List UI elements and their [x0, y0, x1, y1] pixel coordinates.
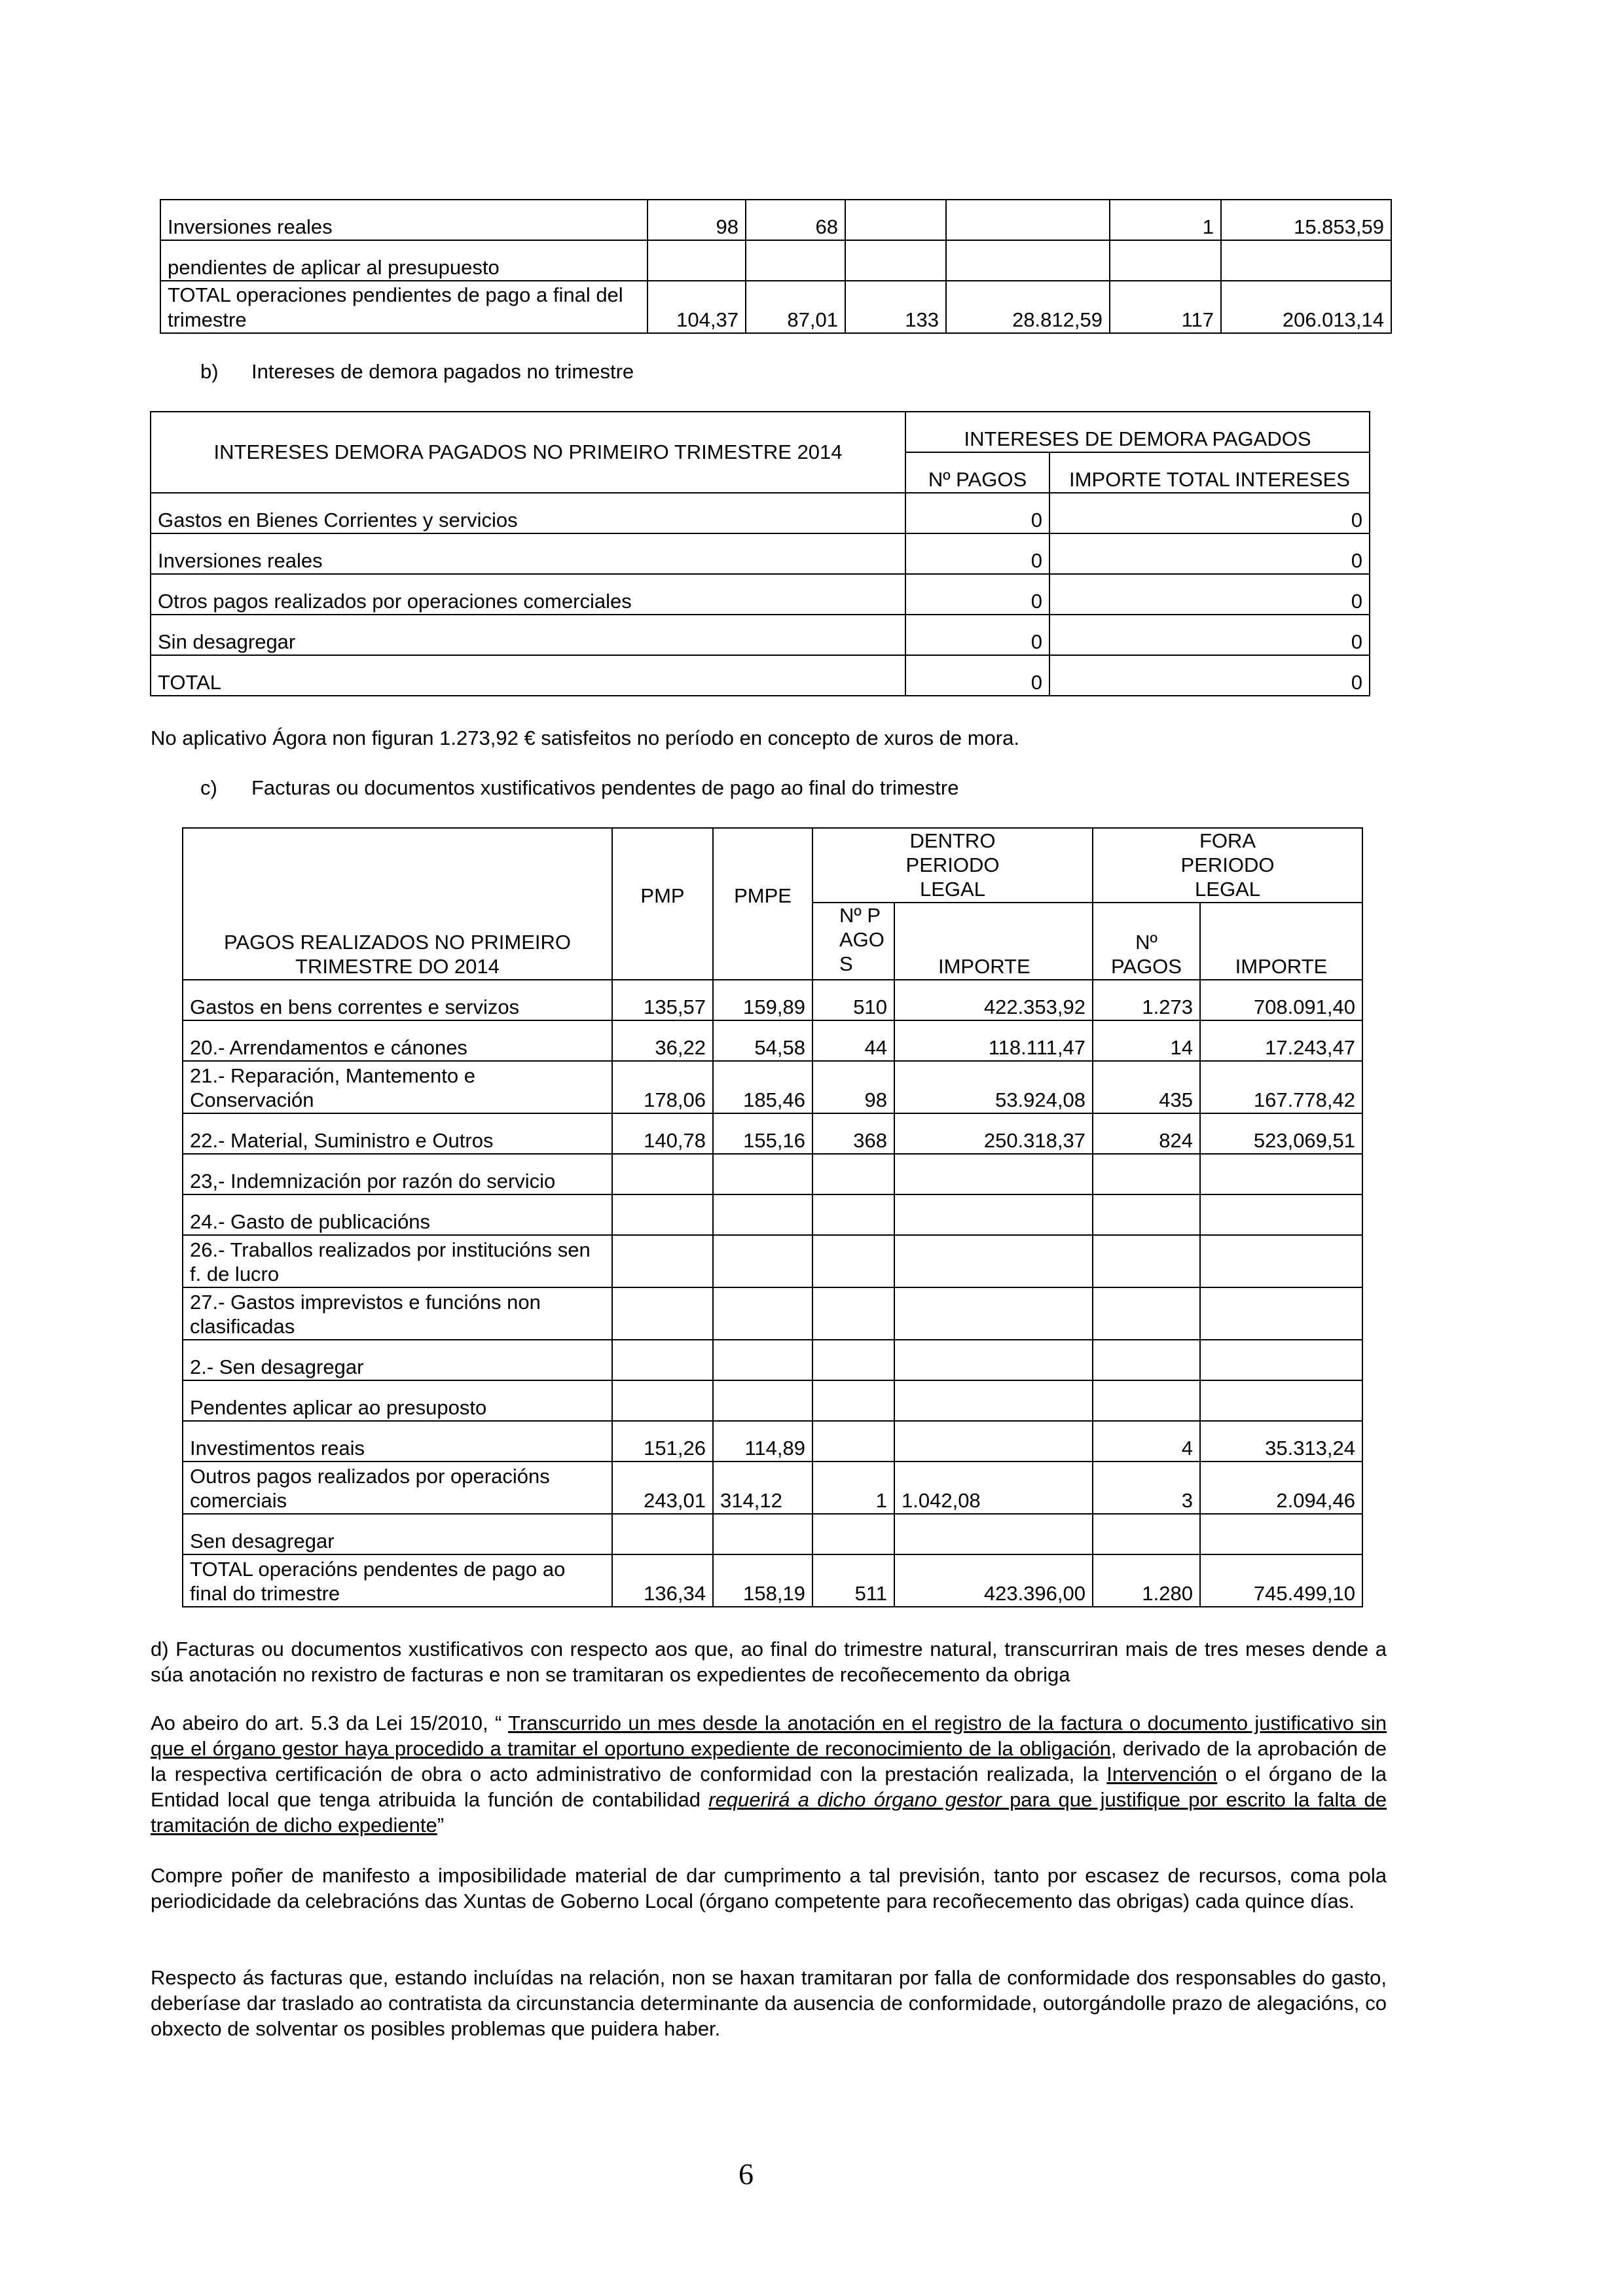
table-corner-header: INTERESES DEMORA PAGADOS NO PRIMEIRO TRIMESTRE 2014 — [151, 412, 905, 493]
table-cell: 314,12 — [713, 1462, 812, 1514]
table-cell — [713, 1235, 812, 1287]
table-cell: 250.318,37 — [894, 1113, 1093, 1154]
table-cell — [894, 1421, 1093, 1462]
table-cell — [612, 1194, 713, 1235]
table-cell: 708.091,40 — [1200, 980, 1362, 1020]
table-row — [183, 1514, 1362, 1554]
group-header-fora: FORA PERIODO LEGAL — [1093, 828, 1362, 903]
table-cell: 745.499,10 — [1200, 1554, 1362, 1607]
table-cell: 15.853,59 — [1221, 200, 1391, 240]
table-cell: 2.094,46 — [1200, 1462, 1362, 1514]
column-header-pmpe: PMPE — [713, 828, 812, 980]
table-row — [151, 533, 1370, 574]
table-cell — [713, 1380, 812, 1421]
table-cell: 185,46 — [713, 1061, 812, 1113]
table-cell: 135,57 — [612, 980, 713, 1020]
table-corner-header: PAGOS REALIZADOS NO PRIMEIRO TRIMESTRE DO 2014 — [183, 828, 612, 980]
paragraph-respecto: Respecto ás facturas que, estando incluídas na relación, non se haxan tramitaran por falla de conformidade dos responsables do gasto, deberíase dar traslado ao contratista da circunstancia determinante da ausencia de conformidade, outorgándolle prazo de alegacións, co obxecto de solventar os posibles problemas que puidera haber. — [151, 1966, 1387, 2040]
section-c-heading: Facturas ou documentos xustificativos pendentes de pago ao final do trimestre — [251, 776, 959, 799]
section-b-marker: b) — [200, 360, 219, 383]
table-row — [183, 1020, 1362, 1061]
table-cell — [1200, 1287, 1362, 1340]
column-header-fora-importe: IMPORTE — [1200, 903, 1362, 980]
table-cell — [612, 1514, 713, 1554]
table-cell — [812, 1287, 894, 1340]
table-cell — [612, 1380, 713, 1421]
section-c-marker: c) — [200, 776, 217, 799]
table-row — [183, 1287, 1362, 1340]
table-cell: 26.- Traballos realizados por institucións sen f. de lucro — [183, 1235, 612, 1287]
table-cell: 35.313,24 — [1200, 1421, 1362, 1462]
table-cell — [894, 1287, 1093, 1340]
note-agora: No aplicativo Ágora non figuran 1.273,92 € satisfeitos no período en concepto de xuros de mora. — [151, 726, 1019, 749]
table-cell — [612, 1340, 713, 1380]
table-cell: 17.243,47 — [1200, 1020, 1362, 1061]
table-cell — [1093, 1235, 1200, 1287]
table-cell: 3 — [1093, 1462, 1200, 1514]
table-cell — [1093, 1194, 1200, 1235]
table-cell: 824 — [1093, 1113, 1200, 1154]
table-cell: 158,19 — [713, 1554, 812, 1607]
table-cell: 1.273 — [1093, 980, 1200, 1020]
table-cell: Pendentes aplicar ao presuposto — [183, 1380, 612, 1421]
table-cell: Sin desagregar — [151, 615, 905, 655]
law-text-underlined-italic: requerirá a dicho órgano gestor — [708, 1788, 1002, 1811]
table-cell — [1200, 1154, 1362, 1194]
table-cell: 422.353,92 — [894, 980, 1093, 1020]
table-row — [183, 1113, 1362, 1154]
table-cell: 1.280 — [1093, 1554, 1200, 1607]
table-cell: 523,069,51 — [1200, 1113, 1362, 1154]
table-cell: 23,- Indemnización por razón do servicio — [183, 1154, 612, 1194]
table-cell: 0 — [905, 655, 1049, 696]
table-cell — [1200, 1194, 1362, 1235]
table-header-row — [183, 828, 1362, 903]
table-cell: 0 — [1049, 655, 1370, 696]
table-cell — [1200, 1514, 1362, 1554]
table-cell: 0 — [1049, 615, 1370, 655]
table-cell: 44 — [812, 1020, 894, 1061]
table-row — [160, 200, 1391, 240]
law-text-underlined: Intervención — [1106, 1763, 1218, 1785]
table-cell — [1093, 1154, 1200, 1194]
table-cell: 511 — [812, 1554, 894, 1607]
table-cell: 151,26 — [612, 1421, 713, 1462]
table-cell: 0 — [905, 615, 1049, 655]
table-row — [183, 1194, 1362, 1235]
law-text: Ao abeiro do art. 5.3 da Lei 15/2010, “ — [151, 1712, 509, 1734]
table-row — [151, 655, 1370, 696]
table-cell: 53.924,08 — [894, 1061, 1093, 1113]
table-cell: 98 — [812, 1061, 894, 1113]
table-cell — [1200, 1235, 1362, 1287]
table-cell: 435 — [1093, 1061, 1200, 1113]
table-b — [150, 411, 1370, 696]
table-cell: 0 — [905, 574, 1049, 615]
table-cell: 27.- Gastos imprevistos e funcións non clasificadas — [183, 1287, 612, 1340]
table-cell — [612, 1235, 713, 1287]
table-cell — [713, 1340, 812, 1380]
table-cell: 87,01 — [746, 281, 845, 333]
table-cell: Outros pagos realizados por operacións comerciais — [183, 1462, 612, 1514]
table-cell — [894, 1194, 1093, 1235]
table-cell — [647, 240, 746, 281]
table-cell — [946, 240, 1110, 281]
table-cell: Gastos en Bienes Corrientes y servicios — [151, 493, 905, 533]
table-cell — [1200, 1380, 1362, 1421]
table-cell — [1093, 1514, 1200, 1554]
table-cell: 2.- Sen desagregar — [183, 1340, 612, 1380]
column-header-dentro-importe: IMPORTE — [894, 903, 1093, 980]
column-header-dentro-npagos: Nº PAGO S — [812, 903, 894, 980]
table-cell — [1093, 1380, 1200, 1421]
column-header-fora-npagos: Nº PAGOS — [1093, 903, 1200, 980]
table-cell: Investimentos reais — [183, 1421, 612, 1462]
table-cell: TOTAL operaciones pendientes de pago a final del trimestre — [160, 281, 647, 333]
table-cell — [812, 1380, 894, 1421]
table-cell — [713, 1514, 812, 1554]
section-b-heading: Intereses de demora pagados no trimestre — [251, 360, 634, 383]
column-header: IMPORTE TOTAL INTERESES — [1049, 452, 1370, 493]
table-cell — [1200, 1340, 1362, 1380]
table-cell — [812, 1235, 894, 1287]
table-cell — [612, 1154, 713, 1194]
law-text-underlined: Transcurrido un mes desde la anotación en el registro de la factura o documento justificativo sin que el órgano gestor haya procedido a tramitar el oportuno expediente de reconocimiento de la obligación — [151, 1712, 1387, 1760]
table-cell: 36,22 — [612, 1020, 713, 1061]
table-cell: 206.013,14 — [1221, 281, 1391, 333]
table-cell: 14 — [1093, 1020, 1200, 1061]
table-cell — [845, 240, 946, 281]
table-cell — [894, 1235, 1093, 1287]
law-text: , derivado de la aprobación de la respectiva certificación de obra o acto administrativo de conformidad con la prestación realizada, la — [151, 1737, 1387, 1785]
table-cell: 104,37 — [647, 281, 746, 333]
table-cell — [812, 1340, 894, 1380]
table-row — [151, 615, 1370, 655]
table-cell: 98 — [647, 200, 746, 240]
table-cell: 1 — [1110, 200, 1221, 240]
table-cell — [894, 1514, 1093, 1554]
table-cell: TOTAL — [151, 655, 905, 696]
table-cell: Inversiones reales — [151, 533, 905, 574]
table-cell: 118.111,47 — [894, 1020, 1093, 1061]
table-cell: 0 — [1049, 574, 1370, 615]
table-cell: 54,58 — [713, 1020, 812, 1061]
table-row — [183, 1421, 1362, 1462]
table-cell: 167.778,42 — [1200, 1061, 1362, 1113]
table-cell — [713, 1287, 812, 1340]
table-cell: TOTAL operacións pendentes de pago ao final do trimestre — [183, 1554, 612, 1607]
table-cell: 140,78 — [612, 1113, 713, 1154]
table-cell: 510 — [812, 980, 894, 1020]
table-cell: 0 — [905, 493, 1049, 533]
table-cell: Otros pagos realizados por operaciones comerciales — [151, 574, 905, 615]
table-cell — [1093, 1340, 1200, 1380]
table-row — [151, 493, 1370, 533]
table-cell: 133 — [845, 281, 946, 333]
table-cell: 0 — [1049, 493, 1370, 533]
table-cell: 178,06 — [612, 1061, 713, 1113]
table-cell: 117 — [1110, 281, 1221, 333]
table-row — [183, 1154, 1362, 1194]
table-cell: 0 — [905, 533, 1049, 574]
table-cell — [845, 200, 946, 240]
column-header: Nº PAGOS — [905, 452, 1049, 493]
table-row — [183, 980, 1362, 1020]
table-cell — [812, 1514, 894, 1554]
table-row — [183, 1340, 1362, 1380]
law-text: ” — [437, 1814, 445, 1837]
table-cell — [894, 1340, 1093, 1380]
table-row — [160, 240, 1391, 281]
law-text-underlined: para que justifique por escrito la falta de tramitación de dicho expediente — [151, 1788, 1387, 1837]
table-cell — [1093, 1287, 1200, 1340]
paragraph-compre: Compre poñer de manifesto a imposibilidade material de dar cumprimento a tal previsión, tanto por escasez de recursos, coma pola periodicidade da celebracións das Xuntas de Goberno Local (órgano competente para recoñecemento das obrigas) cada quince días. — [151, 1864, 1387, 1912]
table-cell: 4 — [1093, 1421, 1200, 1462]
table-cell: 423.396,00 — [894, 1554, 1093, 1607]
table-cell: 114,89 — [713, 1421, 812, 1462]
table-cell: 136,34 — [612, 1554, 713, 1607]
table-row — [160, 281, 1391, 333]
table-row — [183, 1380, 1362, 1421]
table-row — [183, 1235, 1362, 1287]
table-cell: 1.042,08 — [894, 1462, 1093, 1514]
table-cell — [713, 1194, 812, 1235]
table-cell: 159,89 — [713, 980, 812, 1020]
table-cell: 1 — [812, 1462, 894, 1514]
table-row — [183, 1061, 1362, 1113]
group-header-dentro: DENTRO PERIODO LEGAL — [812, 828, 1093, 903]
table-row — [183, 1554, 1362, 1607]
table-cell: 20.- Arrendamentos e cánones — [183, 1020, 612, 1061]
table-cell: 21.- Reparación, Mantemento e Conservación — [183, 1061, 612, 1113]
table-cell — [746, 240, 845, 281]
paragraph-d: d) Facturas ou documentos xustificativos con respecto aos que, ao final do trimestre natural, transcurriran mais de tres meses dende a súa anotación no rexistro de facturas e non se tramitaran os expedientes de recoñecemento da obriga — [151, 1638, 1387, 1686]
table-c — [182, 827, 1363, 1607]
paragraph-law-quote — [151, 1710, 1387, 1838]
table-row — [183, 1462, 1362, 1514]
table-cell — [612, 1287, 713, 1340]
law-text: o el órgano de la Entidad local que tenga atribuida la función de contabilidad — [151, 1763, 1387, 1811]
table-cell: 22.- Material, Suministro e Outros — [183, 1113, 612, 1154]
table-a — [160, 199, 1392, 334]
table-cell — [946, 200, 1110, 240]
table-cell: 368 — [812, 1113, 894, 1154]
table-cell — [812, 1154, 894, 1194]
table-cell — [894, 1154, 1093, 1194]
table-cell: 155,16 — [713, 1113, 812, 1154]
table-cell: Gastos en bens correntes e servizos — [183, 980, 612, 1020]
table-cell: 28.812,59 — [946, 281, 1110, 333]
table-cell — [1221, 240, 1391, 281]
column-header-pmp: PMP — [612, 828, 713, 980]
table-cell — [894, 1380, 1093, 1421]
table-cell: 0 — [1049, 533, 1370, 574]
table-cell: 243,01 — [612, 1462, 713, 1514]
table-cell: 68 — [746, 200, 845, 240]
table-row — [151, 574, 1370, 615]
table-cell: Sen desagregar — [183, 1514, 612, 1554]
table-cell — [812, 1421, 894, 1462]
table-cell: 24.- Gasto de publicacións — [183, 1194, 612, 1235]
table-cell: pendientes de aplicar al presupuesto — [160, 240, 647, 281]
table-cell: Inversiones reales — [160, 200, 647, 240]
table-cell — [1110, 240, 1221, 281]
table-group-header: INTERESES DE DEMORA PAGADOS — [905, 412, 1370, 452]
table-cell — [713, 1154, 812, 1194]
table-cell — [812, 1194, 894, 1235]
table-header-row — [151, 412, 1370, 452]
page-number: 6 — [739, 2157, 754, 2191]
